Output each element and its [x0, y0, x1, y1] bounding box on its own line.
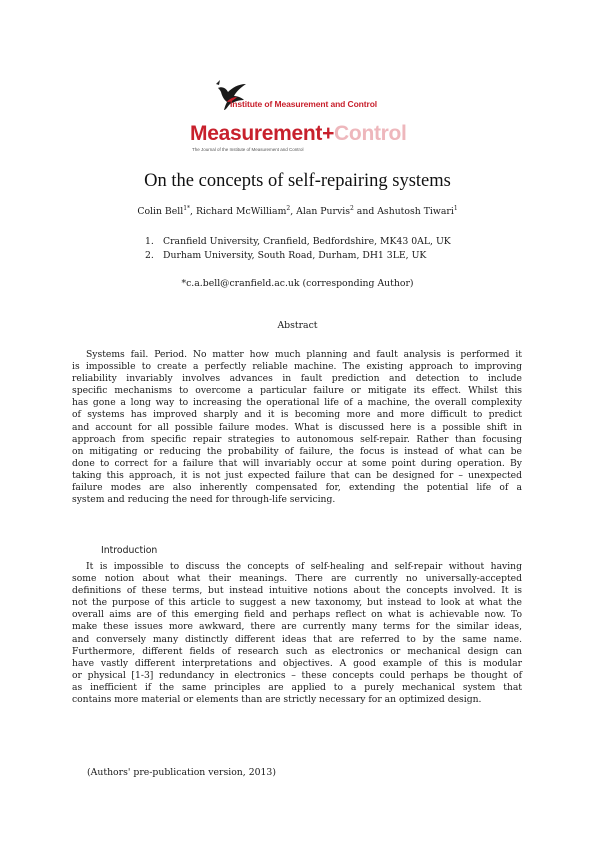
author-tiwari: and Ashutosh Tiwari	[353, 206, 454, 217]
paper-title: On the concepts of self-repairing systems	[144, 171, 451, 191]
author-list	[0, 206, 595, 217]
abstract-line: system and reducing the need for through-life servicing.	[72, 494, 336, 506]
intro-line: as inefficient if the same principles are applied to a purely mechanical system that	[72, 681, 522, 693]
abstract-heading: Abstract	[277, 320, 318, 331]
brand-wordmark	[190, 122, 407, 146]
intro-line: some notion about what their meanings. There are currently no universally-accepted	[72, 573, 522, 585]
intro-line: and conversely many distinctly different ideas that are referred to by the same name.	[72, 633, 522, 645]
abstract-line: is impossible to create a perfectly reliable machine. The existing approach to improving	[72, 361, 522, 373]
abstract-line: of systems has improved sharply and it is becoming more and more difficult to predict	[72, 409, 522, 421]
author-sup: 2	[350, 204, 354, 212]
intro-line: not the purpose of this article to suggest a new taxonomy, but instead to look at what the	[72, 597, 522, 609]
intro-line: have vastly different interpretations and objectives. A good example of this is modular	[72, 657, 522, 669]
brand-part-control: Control	[334, 122, 407, 145]
abstract-line: reliability invariably involves advances in fault prediction and detection to include	[72, 373, 522, 385]
affiliation-number: 1.	[145, 236, 154, 247]
intro-line: Furthermore, different fields of research such as electronics or mechanical design can	[72, 645, 522, 657]
author-sup: 2	[286, 204, 291, 212]
journal-tagline: The Journal of the Institute of Measurement and Control	[192, 147, 304, 152]
author-sup: 1	[453, 204, 458, 212]
abstract-line: has gone a long way to increasing the operational life of a machine, the overall complexity	[72, 397, 522, 409]
affiliation-number: 2.	[145, 250, 154, 261]
abstract-line: taking this approach, it is not just expected failure that can be designed for – unexpected	[72, 469, 522, 481]
author-bell: Colin Bell	[137, 206, 184, 217]
abstract-body	[72, 349, 522, 506]
abstract-line: approach from specific repair strategies to autonomous self-repair. Rather than focusing	[72, 433, 522, 445]
abstract-line: Systems fail. Period. No matter how much planning and fault analysis is performed it	[86, 349, 522, 360]
affiliation-1	[145, 236, 451, 247]
institute-name: Institute of Measurement and Control	[230, 99, 378, 109]
introduction-heading: Introduction	[101, 545, 158, 556]
journal-logo	[190, 78, 420, 158]
author-purvis: , Alan Purvis	[290, 206, 350, 217]
affiliation-text: Durham University, South Road, Durham, DH1 3LE, UK	[163, 250, 427, 261]
brand-part-measurement: Measurement+	[190, 122, 335, 145]
abstract-line: done to correct for a failure that will invariably occur at some point during operation. By	[72, 457, 522, 469]
introduction-body	[72, 561, 522, 706]
intro-line: make these issues more awkward, there are currently many terms for the similar ideas,	[72, 621, 522, 633]
author-sup: 1*	[183, 204, 191, 212]
corresponding-email: *c.a.bell@cranfield.ac.uk (corresponding Author)	[181, 278, 414, 289]
author-mcwilliam: , Richard McWilliam	[190, 206, 287, 217]
intro-line: overall aims are of this emerging field and perhaps reflect on what is achievable now. To	[72, 609, 522, 621]
abstract-line: failure modes are also inherently compensated for, extending the potential life of a	[72, 482, 522, 494]
abstract-line: on mitigating or reducing the probability of failure, the focus is instead of what can be	[72, 445, 522, 457]
intro-line: or physical [1-3] redundancy in electronics – these concepts could perhaps be thought of	[72, 669, 522, 681]
affiliation-text: Cranfield University, Cranfield, Bedfordshire, MK43 0AL, UK	[163, 236, 451, 247]
intro-line: definitions of these terms, but instead intuitive notions about the concepts involved. It is	[72, 585, 522, 597]
intro-line: It is impossible to discuss the concepts of self-healing and self-repair without having	[86, 561, 522, 572]
intro-line: contains more material or elements than are strictly necessary for an optimized design.	[72, 694, 482, 706]
affiliation-2	[145, 250, 426, 261]
footer-note: (Authors' pre-publication version, 2013)	[87, 767, 276, 778]
abstract-line: and account for all possible failure modes. What is discussed here is a possible shift in	[72, 421, 522, 433]
abstract-line: specific mechanisms to overcome a particular failure or mitigate its effect. Whilst this	[72, 385, 522, 397]
